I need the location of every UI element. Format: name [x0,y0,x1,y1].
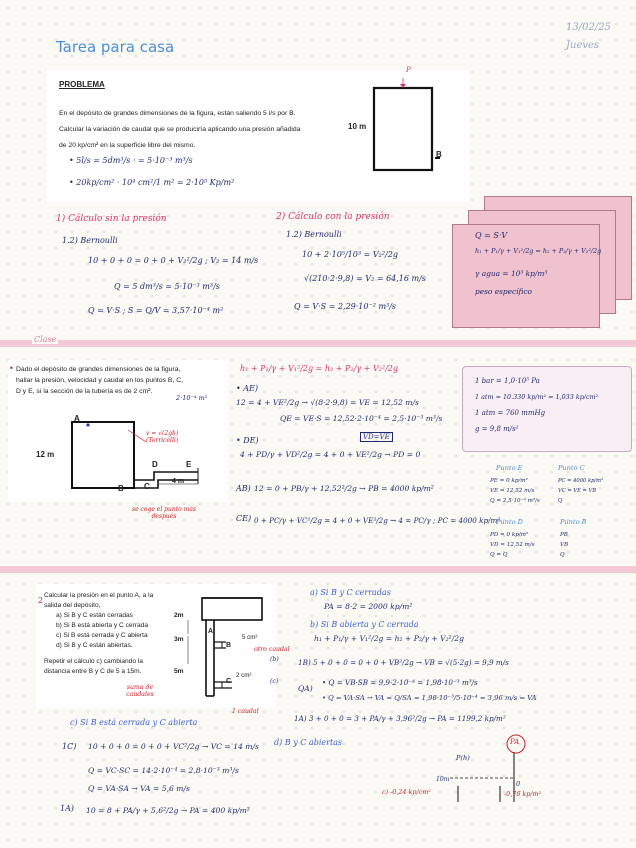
problem3-item-c: c) Si B está cerrada y C abierta [56,632,148,639]
tank2-label-c: C [144,482,150,491]
case1-eq3: Q = V·S ; S = Q/V = 3,57·10⁻⁴ m² [88,306,224,315]
case2-title: 2) Cálculo con la presión [276,212,390,222]
unit-atm-mmhg: 1 atm = 760 mmHg [475,409,546,417]
problem2-line3: D y E, si la sección de la tubería es de 2 cm². [16,388,153,395]
units-box [462,366,632,452]
case-b-qa: QA) [298,684,313,693]
point-e-item3: Q = 2,5·10⁻³ m³/s [490,498,540,504]
point-c-item1: PC = 4000 kp/m² [558,478,604,484]
problem1-figure [340,66,446,176]
bernoulli-general: h₁ + P₁/γ + V₁²/2g = h₂ + P₂/γ + V₂²/2g [240,364,398,373]
sticky-line2: h₁ + P₁/γ + V₁²/2g = h₂ + P₂/γ + V₂²/2g [475,247,602,255]
case2-step: 1.2) Bernoulli [286,230,342,239]
tank2-label-b: B [118,484,124,493]
point-d-item1: PD = 0 kp/m² [490,532,529,538]
class-label: Clase [34,335,57,344]
point-b-title: Punto B [560,518,587,526]
graph-y0: 0 [516,780,521,788]
tank2-svg [8,360,228,502]
case-c-label2: 1A) [60,804,74,813]
problem2-line2: hallar la presión, velocidad y caudal en los puntos B, C, [16,377,183,384]
problem2-card [8,360,228,502]
de-equation: 4 + PD/γ + VD²/2g = 4 + 0 + VE²/2g → PD = 0 [240,450,421,459]
unit-bar: 1 bar = 1,0·10⁵ Pa [475,377,540,385]
point-d-item2: VD = 12,52 m/s [490,542,535,548]
point-d-title: Punto D [496,518,523,526]
point-b-item1: PB [560,532,568,538]
problem1-line1: En el depósito de grandes dimensiones de la figura, están saliendo 5 l/s por B. [59,110,296,117]
weekday: Jueves [566,40,600,51]
de-box: VD=VE [360,432,393,442]
graph-pa: PA [510,738,520,746]
problem3-number: 2 [38,596,44,605]
tank3-s1: 5 cm² [242,634,258,641]
torricelli-note: v = √(2gh) (Torricelli) [146,430,179,444]
point-e-item2: VE = 12,52 m/s [490,488,535,494]
case-b-eq1: 1B) 5 + 0 + 0 = 0 + 0 + VB²/2g → VB = √(5·2g) = 9,9 m/s [298,658,509,667]
ab-equation: 12 = 0 + PB/γ + 12,52²/2g → PB = 4000 kp/m² [254,484,434,493]
ae-flow: QE = VE·S = 12,52·2·10⁻⁴ = 2,5·10⁻³ m³/s [280,414,443,423]
case-b-eq3: • Q = VA·SA → VA = Q/SA = 1,98·10⁻³/5·10⁻⁴ = 3,96 m/s = VA [322,694,537,702]
graph-ylabel: P(h) [456,754,470,762]
tank2-label-a: A [74,414,80,423]
tank2-height-label: 12 m [36,450,55,459]
tank3-s2: 2 cm² [236,672,252,679]
tank1-height-label: 10 m [348,122,367,131]
problem2-line1: Dado el depósito de grandes dimensiones de la figura, [16,366,181,373]
note-c: (c) [270,678,279,685]
case2-eq1: 10 + 2·10⁵/10³ = V₂²/2g [302,250,398,259]
case1-eq1: 10 + 0 + 0 = 0 + 0 + V₂²/2g ; V₂ = 14 m/s [88,256,259,265]
case2-eq2: √(210·2·9,8) = V₂ = 64,16 m/s [304,274,426,283]
class-divider [0,340,636,347]
graph-c-value: c) -0,24 kp/cm² [382,788,431,796]
sticky-note-front [452,224,600,328]
conversion-pressure: • 20kp/cm² · 10⁴ cm²/1 m² = 2·10⁵ Kp/m² [69,178,235,187]
point-c-item3: Q [558,498,563,504]
point-d-item3: Q = Q [490,552,508,558]
ce-equation: 0 + PC/γ + VC²/2g = 4 + 0 + VE²/2g → 4 = PC/γ ; PC = 4000 kp/m² [254,516,501,525]
page-title: Tarea para casa [56,38,175,56]
problem1-heading: PROBLEMA [59,80,105,89]
case1-step: 1.2) Bernoulli [62,236,118,245]
problem3-repeat1: Repetir el cálculo c) cambiando la [44,658,143,665]
sticky-line4: peso específico [475,287,532,296]
problem1-line2: Calcular la variación de caudal que se produciría aplicando una presión añadida [59,126,301,133]
problem3-item-b: b) Si B está abierta y C cerrada [56,622,148,629]
problem1-line3: de 20 kp/cm² en la superficie libre del mismo. [59,142,196,149]
tank3-d1: 2m [174,612,184,619]
note-sum: suma de caudales [126,684,154,698]
sticky-line3: γ agua = 10³ kp/m³ [475,269,548,278]
tank2-label-d: D [152,460,158,469]
case-b-bernoulli: h₁ + P₁/γ + V₁²/2g = h₂ + P₂/γ + V₂²/2g [314,634,464,643]
ae-equation: 12 = 4 + VE²/2g → √(8·2·9,8) = VE = 12,52 m/s [236,398,419,407]
tank1-pressure-label: P [406,66,411,74]
point-e-title: Punto E [496,464,523,472]
unit-atm-kp: 1 atm = 10.330 kp/m² = 1,033 kp/cm² [475,393,599,401]
de-label: • DE) [236,436,259,445]
problem3-line2: salida del depósito, [44,602,101,609]
tank3-d3: 5m [174,668,184,675]
case-b-eq2: • Q = VB·SB = 9,9·2·10⁻⁴ = 1,98·10⁻³ m³/s [322,678,478,687]
tank3-label-b: B [226,642,232,649]
case-c-eq1: 10 + 0 + 0 = 0 + 0 + VC²/2g → VC = 14 m/s [88,742,259,751]
tank2-label-e: E [186,460,192,469]
case2-eq3: Q = V·S = 2,29·10⁻² m³/s [294,302,397,311]
section-divider [0,566,636,573]
point-b-item2: VB [560,542,569,548]
case-c-eq2: Q = VC·SC = 14·2·10⁻⁴ = 2,8·10⁻³ m³/s [88,766,239,775]
problem3-line1: Calcular la presión en el punto A, a la [44,592,154,599]
point-e-item1: PE = 0 kp/m² [490,478,528,484]
problem3-item-d: d) Si B y C están abiertas. [56,642,133,649]
case1-eq2: Q = 5 dm³/s = 5·10⁻³ m³/s [114,282,220,291]
tank3-label-a: A [208,628,214,635]
problem2-bullet: • [9,364,14,373]
problem2-area-note: 2·10⁻⁴ m² [176,394,208,402]
point-c-item2: VC = VE = VB [558,488,597,494]
case-a-title: a) Si B y C cerradas [310,588,391,597]
case-a-eq: PA = 8·2 = 2000 kp/m² [324,602,413,611]
note-b: (b) [270,656,279,663]
unit-gravity: g = 9,8 m/s² [475,425,519,433]
graph-y1: 10m [436,776,450,783]
note-one-flow: 1 caudal [232,708,259,715]
problem3-repeat2: distancia entre B y C de 5 a 15m. [44,668,142,675]
tank2-length-label: 4 m [172,478,185,485]
note-other-flow: otro caudal [254,646,290,653]
case-b-title: b) Si B abierta y C cerrada [310,620,419,629]
case-d-title: d) B y C abiertas [274,738,343,747]
case-c-eq4: 10 = 8 + PA/γ + 5,6²/2g → PA = 400 kp/m² [86,806,250,815]
sticky-line1: Q = S·V [475,231,508,240]
case1-title: 1) Cálculo sin la presión [56,214,167,224]
point-b-item3: Q [560,552,565,558]
ae-label: • AE) [236,384,258,393]
tank3-d2: 3m [174,636,184,643]
tank1-outlet-label: B [436,150,442,159]
tank3-label-c: C [226,678,232,685]
ce-label: CE) [236,514,252,523]
problem3-item-a: a) Si B y C están cerradas [56,612,133,619]
reference-point-note: se coge el punto más después [131,506,197,520]
conversion-flow: • 5l/s = 5dm³/s · = 5·10⁻³ m³/s [69,156,193,165]
case-c-label: 1C) [62,742,77,751]
case-b-eq4: 1A) 3 + 0 + 0 = 3 + PA/γ + 3,96²/2g → PA = 1199,2 kp/m² [294,714,506,723]
date: 13/02/25 [566,22,611,33]
graph-d-value: -0,76 kp/m² [504,790,542,798]
case-c-title: c) Si B está cerrada y C abierta [70,718,198,727]
ab-label: AB) [236,484,251,493]
case-c-eq3: Q = VA·SA → VA = 5,6 m/s [88,784,190,793]
point-c-title: Punto C [558,464,585,472]
